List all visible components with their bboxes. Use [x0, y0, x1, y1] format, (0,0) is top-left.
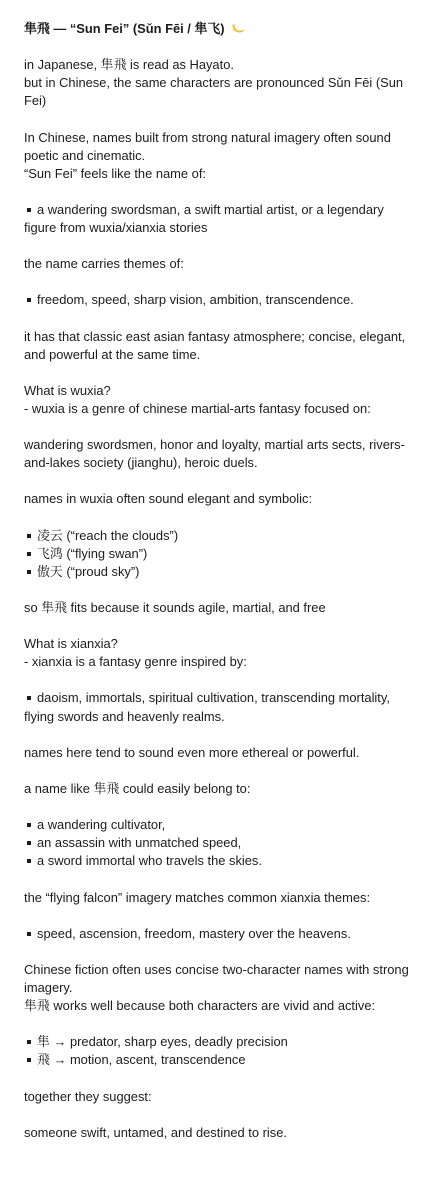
spacer [24, 472, 419, 490]
spacer [24, 418, 419, 436]
bullet-item: 飞鸿 (“flying swan”) [24, 545, 419, 563]
paragraph-line: names here tend to sound even more ethereal or powerful. [24, 744, 360, 760]
paragraph-line: names in wuxia often sound elegant and symbolic: [24, 491, 313, 507]
crescent-moon-icon [231, 22, 245, 34]
spacer [24, 310, 419, 328]
spacer [24, 762, 419, 780]
bullet-item: a sword immortal who travels the skies. [24, 852, 419, 870]
paragraph-line: the “flying falcon” imagery matches common xianxia themes: [24, 889, 371, 905]
paragraph-line: What is wuxia? [24, 382, 111, 398]
spacer [24, 726, 419, 744]
bullet-item: speed, ascension, freedom, mastery over the heavens. [24, 925, 419, 943]
spacer [24, 1106, 419, 1124]
bullet-item: 傲天 (“proud sky”) [24, 563, 419, 581]
spacer [24, 798, 419, 816]
document-body [24, 20, 419, 1142]
spacer [24, 273, 419, 291]
paragraph-line: it has that classic east asian fantasy atmosphere; concise, elegant, and powerful at the same time. [24, 328, 406, 362]
paragraph-line: In Chinese, names built from strong natural imagery often sound poetic and cinematic. [24, 129, 391, 163]
spacer [24, 237, 419, 255]
spacer [24, 907, 419, 925]
spacer [24, 581, 419, 599]
bullet-item: 凌云 (“reach the clouds”) [24, 527, 419, 545]
paragraph-line: someone swift, untamed, and destined to rise. [24, 1124, 287, 1140]
paragraph-line: What is xianxia? [24, 636, 118, 652]
bullet-item: daoism, immortals, spiritual cultivation, transcending mortality, flying swords and heavenly realms. [24, 689, 419, 725]
bullet-item: freedom, speed, sharp vision, ambition, transcendence. [24, 291, 419, 309]
spacer [24, 943, 419, 961]
paragraph-line: but in Chinese, the same characters are pronounced Sǔn Fēi (Sun Fei) [24, 75, 404, 109]
spacer [24, 617, 419, 635]
paragraph-line: so 隼飛 fits because it sounds agile, martial, and free [24, 600, 326, 615]
document-title [24, 20, 419, 38]
spacer [24, 1015, 419, 1033]
paragraph-line: together they suggest: [24, 1088, 152, 1104]
paragraph-line: wandering swordsmen, honor and loyalty, martial arts sects, rivers-and-lakes society (jianghu), heroic duels. [24, 437, 405, 471]
spacer [24, 364, 419, 382]
bullet-item: 隼 → predator, sharp eyes, deadly precision [24, 1033, 419, 1051]
paragraph-line: - xianxia is a fantasy genre inspired by: [24, 654, 247, 670]
paragraph-line: - wuxia is a genre of chinese martial-arts fantasy focused on: [24, 400, 371, 416]
document-title-text: 隼飛 — “Sun Fei” (Sǔn Fēi / 隼飞) [24, 21, 225, 36]
paragraph-line: a name like 隼飛 could easily belong to: [24, 780, 251, 796]
bullet-item: 飛 → motion, ascent, transcendence [24, 1051, 419, 1069]
paragraph-line: the name carries themes of: [24, 256, 184, 272]
paragraph-line: in Japanese, 隼飛 is read as Hayato. [24, 57, 234, 73]
paragraph-line: “Sun Fei” feels like the name of: [24, 165, 206, 181]
spacer [24, 38, 419, 56]
document-content [24, 56, 419, 1142]
spacer [24, 1069, 419, 1087]
spacer [24, 870, 419, 888]
spacer [24, 183, 419, 201]
spacer [24, 509, 419, 527]
spacer [24, 671, 419, 689]
paragraph-line: 隼飛 works well because both characters are vivid and active: [24, 998, 376, 1014]
bullet-item: a wandering swordsman, a swift martial artist, or a legendary figure from wuxia/xianxia stories [24, 201, 419, 237]
bullet-item: a wandering cultivator, [24, 816, 419, 834]
paragraph-line: Chinese fiction often uses concise two-character names with strong imagery. [24, 961, 409, 995]
spacer [24, 110, 419, 128]
bullet-item: an assassin with unmatched speed, [24, 834, 419, 852]
